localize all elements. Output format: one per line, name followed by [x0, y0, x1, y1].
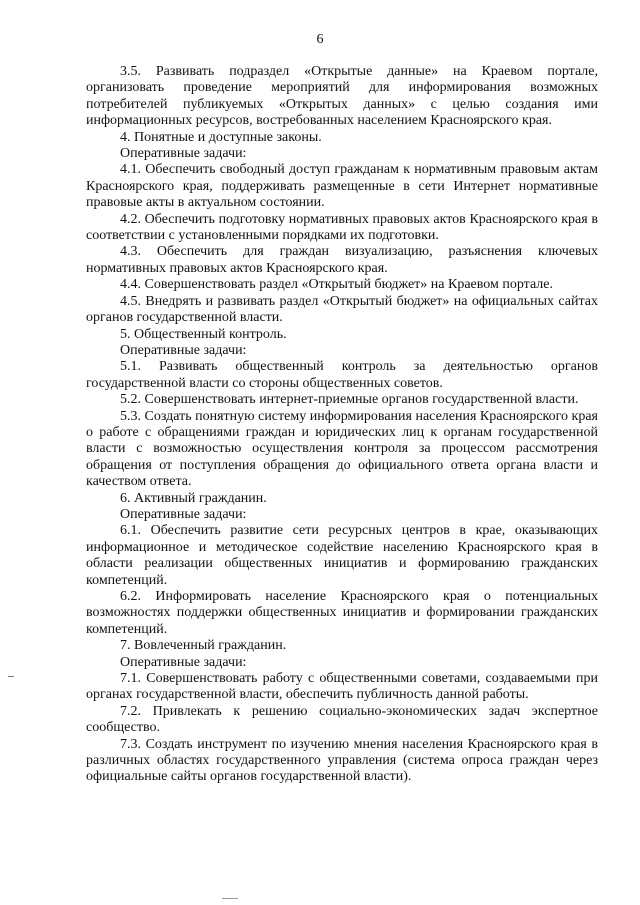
margin-mark	[8, 676, 14, 677]
paragraph-5-1: 5.1. Развивать общественный контроль за деятельностью органов государственной власти со стороны общественных советов.	[86, 359, 598, 391]
paragraph-6-2: 6.2. Информировать население Красноярского края о потенциальных возможностях поддержки общественных инициатив и формировании гражданских компетенций.	[86, 589, 598, 637]
tasks-label: Оперативные задачи:	[120, 506, 247, 522]
section-heading-6: 6. Активный гражданин.	[120, 490, 267, 506]
paragraph-4-2: 4.2. Обеспечить подготовку нормативных правовых актов Красноярского края в соответствии с установленными порядками их подготовки.	[86, 211, 598, 244]
paragraph-7-2: 7.2. Привлекать к решению социально-экономических задач экспертное сообщество.	[86, 703, 598, 736]
paragraph-5-2: 5.2. Совершенствовать интернет-приемные органов государственной власти.	[120, 392, 579, 408]
tasks-label: Оперативные задачи:	[120, 654, 247, 670]
paragraph-7-3: 7.3. Создать инструмент по изучению мнения населения Красноярского края в различных областях государственного управления (система опроса граждан через официальные сайты органов государственной власти).	[86, 736, 598, 785]
paragraph-4-3: 4.3. Обеспечить для граждан визуализацию, разъяснения ключевых нормативных правовых актов Красноярского края.	[86, 244, 598, 276]
paragraph-4-5: 4.5. Внедрять и развивать раздел «Открытый бюджет» на официальных сайтах органов государственной власти.	[86, 293, 598, 326]
paragraph-7-1: 7.1. Совершенствовать работу с общественными советами, создаваемыми при органах государственной власти, обеспечить публичность данной работы.	[86, 671, 598, 703]
page-number: 6	[316, 32, 324, 47]
tasks-label: Оперативные задачи:	[120, 342, 247, 358]
section-heading-4: 4. Понятные и доступные законы.	[120, 129, 322, 145]
paragraph-5-3: 5.3. Создать понятную систему информирования населения Красноярского края о работе с обращениями граждан и юридических лиц к органам государственной власти с возможностью осуществления контроля за процессом рассмотрения обращения от поступления обращения до официального ответа органа власти и качеством ответа.	[86, 408, 598, 490]
paragraph-4-4: 4.4. Совершенствовать раздел «Открытый бюджет» на Краевом портале.	[120, 277, 553, 293]
tasks-label: Оперативные задачи:	[120, 146, 247, 162]
section-heading-7: 7. Вовлеченный гражданин.	[120, 638, 287, 654]
paragraph-4-1: 4.1. Обеспечить свободный доступ гражданам к нормативным правовым актам Красноярского края, поддерживать размещенные в сети Интернет нормативные правовые акты в актуальном состоянии.	[86, 162, 598, 211]
section-heading-5: 5. Общественный контроль.	[120, 326, 287, 342]
scan-mark	[222, 898, 238, 899]
paragraph-3-5: 3.5. Развивать подраздел «Открытые данные» на Краевом портале, организовать проведение мероприятий для информирования возможных потребителей публикуемых «Открытых данных» с целью создания ими информационных ресурсов, востребованных населением Красноярского края.	[86, 64, 598, 129]
paragraph-6-1: 6.1. Обеспечить развитие сети ресурсных центров в крае, оказывающих информационное и методическое содействие населению Красноярского края в области реализации общественных инициатив и формированию гражданских компетенций.	[86, 523, 598, 588]
document-body	[86, 64, 598, 786]
